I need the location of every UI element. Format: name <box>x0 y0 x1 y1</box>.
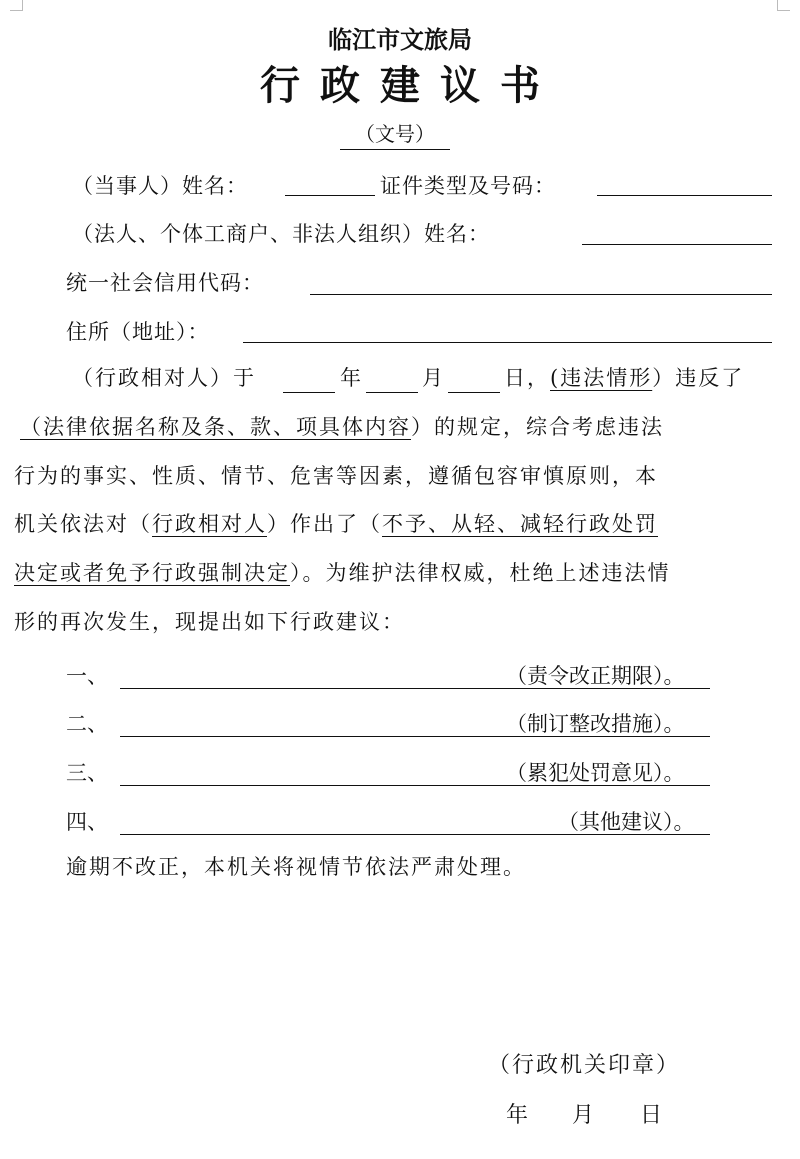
violation-placeholder: (违法情形 <box>550 366 653 390</box>
para-line-4: 机关依法对（行政相对人）作出了（不予、从轻、减轻行政处罚 <box>14 512 658 536</box>
year-blank[interactable] <box>283 392 335 393</box>
address-label: 住所（地址）： <box>66 320 210 344</box>
decision-placeholder-2: 决定或者免予行政强制决定 <box>14 561 290 585</box>
legal-basis-placeholder: （法律依据名称及条、款、项具体内容 <box>20 415 411 439</box>
address-blank[interactable] <box>243 342 772 343</box>
id-type-label: 证件类型及号码： <box>380 174 556 198</box>
para-line-1: （行政相对人）于 <box>72 366 256 390</box>
signature-year: 年 <box>506 1103 530 1128</box>
item-3-number: 三、 <box>66 761 108 785</box>
item-1-number: 一、 <box>66 664 108 688</box>
signature-month: 月 <box>572 1103 596 1128</box>
para-line-6: 形的再次发生，现提出如下行政建议： <box>14 610 405 634</box>
id-number-blank[interactable] <box>597 195 772 196</box>
party-placeholder: 行政相对人 <box>152 512 267 536</box>
document-number: （文号） <box>340 118 450 150</box>
para-month: 月 <box>422 366 445 390</box>
item-3-note: （累犯处罚意见）。 <box>506 761 685 785</box>
credit-code-label: 统一社会信用代码： <box>66 271 264 295</box>
party-name-blank[interactable] <box>285 195 375 196</box>
item-1-note: （责令改正期限）。 <box>506 664 685 688</box>
legal-entity-label: （法人、个体工商户、非法人组织）姓名： <box>72 222 490 246</box>
item-2-number: 二、 <box>66 712 108 736</box>
crop-mark-right <box>777 0 790 11</box>
para-year: 年 <box>340 366 363 390</box>
para-line-3: 行为的事实、性质、情节、危害等因素，遵循包容审慎原则，本 <box>14 464 658 488</box>
issuing-organization: 临江市文旅局 <box>328 25 472 54</box>
month-blank[interactable] <box>366 392 418 393</box>
item-2-note: （制订整改措施）。 <box>506 712 685 736</box>
day-blank[interactable] <box>448 392 500 393</box>
document-title: 行政建议书 <box>260 62 560 109</box>
item-4-note: （其他建议）。 <box>558 810 695 834</box>
para-line-2: （法律依据名称及条、款、项具体内容）的规定，综合考虑违法 <box>20 415 664 439</box>
legal-entity-blank[interactable] <box>582 244 772 245</box>
party-name-label: （当事人）姓名： <box>72 174 248 198</box>
signature-day: 日 <box>640 1103 664 1128</box>
para-line-5: 决定或者免予行政强制决定）。为维护法律权威，杜绝上述违法情 <box>14 561 671 585</box>
decision-placeholder-1: 不予、从轻、减轻行政处罚 <box>382 512 658 536</box>
seal-placeholder: （行政机关印章） <box>488 1053 681 1078</box>
item-4-number: 四、 <box>66 810 108 834</box>
crop-mark-left <box>10 0 23 11</box>
para-day-violation: 日，(违法情形）违反了 <box>504 366 745 390</box>
credit-code-blank[interactable] <box>310 294 772 295</box>
closing-statement: 逾期不改正，本机关将视情节依法严肃处理。 <box>66 855 526 879</box>
